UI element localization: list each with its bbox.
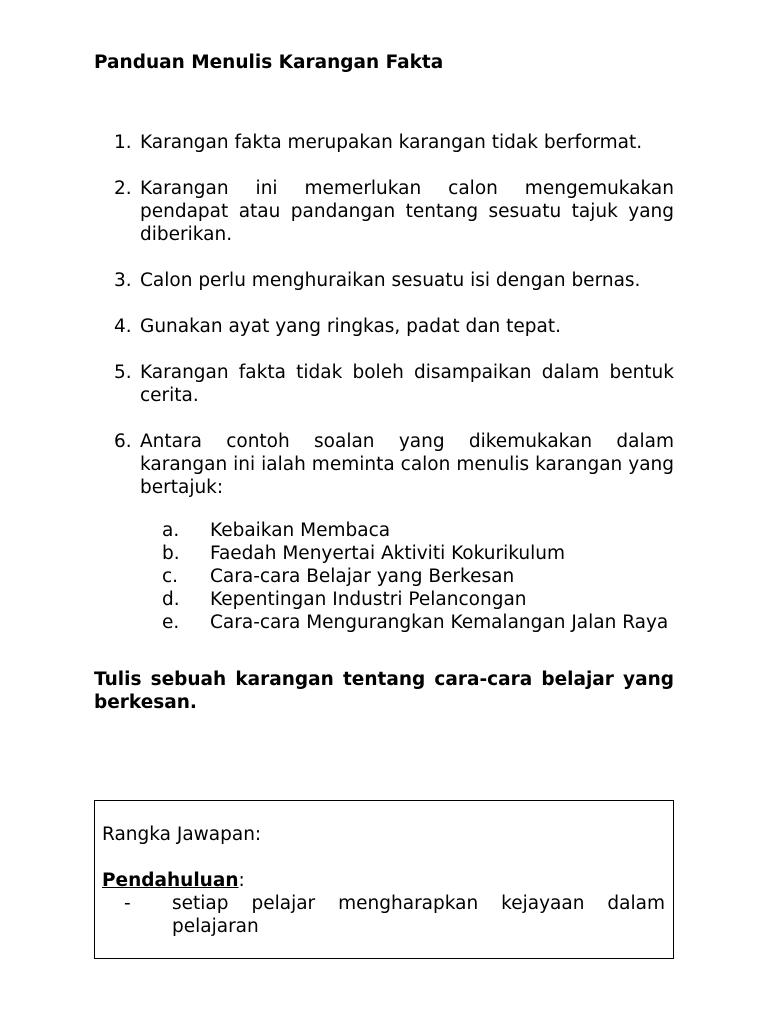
example-item [94,611,674,634]
section-heading-colon: : [238,870,245,891]
guideline-list [94,131,674,634]
example-letter: d. [162,589,180,610]
example-text: Kepentingan Industri Pelancongan [210,589,527,610]
example-text: Cara-cara Mengurangkan Kemalangan Jalan Raya [210,612,669,633]
example-letter: e. [162,612,180,633]
section-heading [102,869,665,892]
example-text: Kebaikan Membaca [210,520,391,541]
example-text: Faedah Menyertai Aktiviti Kokurikulum [210,543,565,564]
item-text: Antara contoh soalan yang dikemukakan dalam karangan ini ialah meminta calon menulis karangan yang bertajuk: [140,431,674,498]
outline-bullet-list [102,892,665,938]
item-number: 2. [114,178,132,199]
example-text: Cara-cara Belajar yang Berkesan [210,566,515,587]
essay-task: Tulis sebuah karangan tentang cara-cara belajar yang berkesan. [94,669,674,713]
example-title-list [140,519,674,634]
example-letter: b. [162,543,180,564]
document-title: Panduan Menulis Karangan Fakta [94,52,444,73]
item-number: 3. [114,270,132,291]
example-item [94,588,674,611]
item-text: Karangan fakta merupakan karangan tidak berformat. [140,132,643,153]
guideline-item [94,177,674,246]
guideline-item [94,361,674,407]
outline-bullet-text: setiap pelajar mengharapkan kejayaan dalam pelajaran [172,893,665,937]
example-letter: a. [162,520,180,541]
item-text: Gunakan ayat yang ringkas, padat dan tepat. [140,316,562,337]
item-text: Calon perlu menghuraikan sesuatu isi dengan bernas. [140,270,641,291]
item-number: 1. [114,132,132,153]
guideline-item [94,315,674,338]
item-text: Karangan fakta tidak boleh disampaikan dalam bentuk cerita. [140,362,674,406]
example-item [94,565,674,588]
document-page [94,51,674,714]
guideline-item [94,131,674,154]
example-item [94,542,674,565]
item-number: 6. [114,431,132,452]
outline-bullet-item [102,892,665,938]
section-heading-text: Pendahuluan [102,870,239,891]
answer-outline-box [94,800,674,959]
item-number: 5. [114,362,132,383]
example-item [94,519,674,542]
answer-outline-label: Rangka Jawapan: [102,824,262,845]
guideline-item [94,269,674,292]
item-text: Karangan ini memerlukan calon mengemukakan pendapat atau pandangan tentang sesuatu tajuk yang diberikan. [140,178,674,245]
dash-bullet: - [124,893,131,914]
example-letter: c. [162,566,179,587]
guideline-item [94,430,674,634]
item-number: 4. [114,316,132,337]
